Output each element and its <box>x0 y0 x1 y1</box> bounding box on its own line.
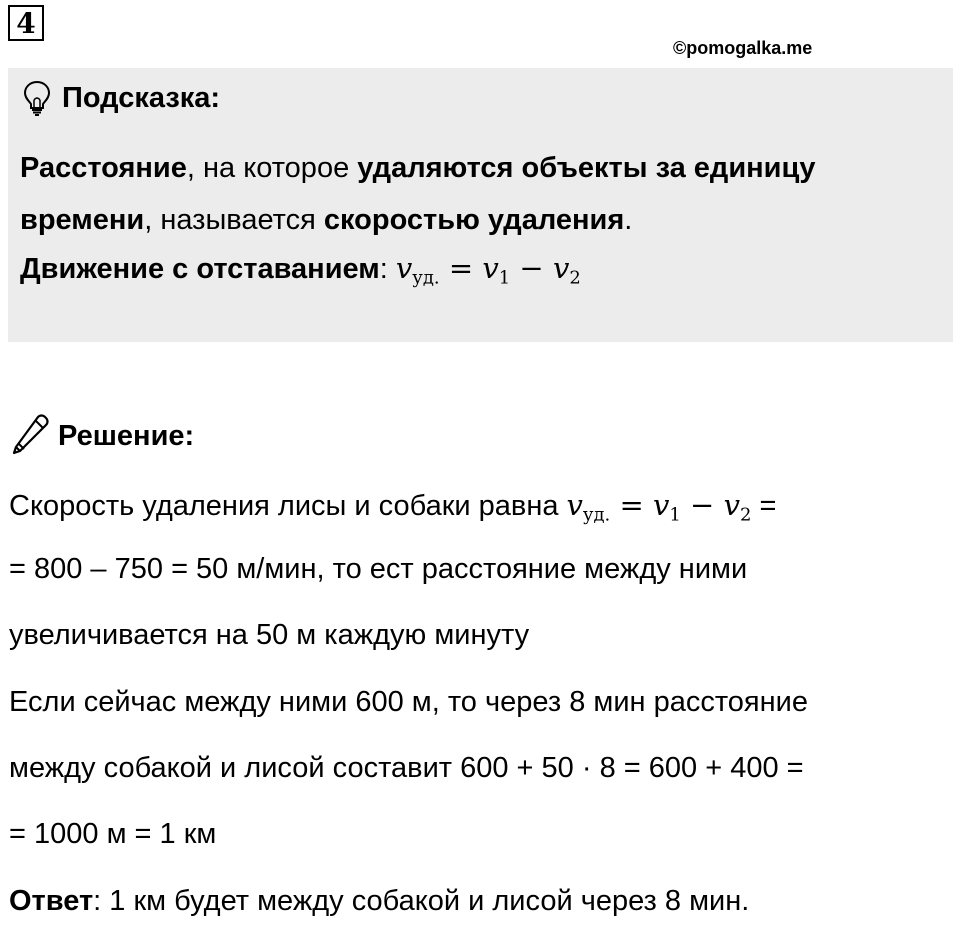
hint-text-fragment: : <box>379 253 396 285</box>
hint-term-per-unit: удаляются объекты за единицу <box>357 152 816 184</box>
hint-text-fragment: , называется <box>144 204 324 236</box>
hint-header <box>22 80 220 116</box>
hint-line-2 <box>20 194 940 246</box>
solution-line-3: увеличивается на 50 м каждую минуту <box>9 619 530 651</box>
hint-line-3 <box>20 242 940 295</box>
solution-title: Решение: <box>58 419 195 452</box>
hint-line-1 <box>20 142 940 194</box>
solution-line-6: = 1000 м = 1 км <box>9 818 217 850</box>
pencil-icon <box>8 413 50 460</box>
solution-line-4: Если сейчас между ними 600 м, то через 8 мин расстояние <box>9 686 808 718</box>
answer-line <box>9 885 749 918</box>
hint-term-lag: Движение с отставанием <box>20 253 380 285</box>
solution-line-5: между собакой и лисой составит 600 + 50 · 8 = 600 + 400 = <box>9 752 804 784</box>
hint-term-time: времени <box>20 204 145 236</box>
solution-line-1: Скорость удаления лисы и собаки равна $v_{уд.} = v_1 - v_2$ = <box>9 488 777 526</box>
task-number: 4 <box>8 5 44 41</box>
answer-label: Ответ <box>9 885 94 917</box>
lightbulb-icon <box>22 80 52 116</box>
hint-text-fragment: , на которое <box>186 152 358 184</box>
hint-title: Подсказка: <box>62 81 221 114</box>
hint-term-distance: Расстояние <box>20 152 187 184</box>
solution-formula: $v_{уд.} = v_1 - v_2$ <box>566 488 752 526</box>
hint-formula: $v_{уд.} = v_1 - v_2$ <box>395 251 581 289</box>
solution-line-2: = 800 – 750 = 50 м/мин, то ест расстояние между ними <box>9 553 748 585</box>
hint-box <box>8 68 953 342</box>
hint-term-speed: скоростью удаления <box>323 204 625 236</box>
hint-text-fragment: . <box>624 204 633 236</box>
hint-text <box>20 142 940 295</box>
watermark: ©pomogalka.me <box>673 38 813 58</box>
answer-text: : 1 км будет между собакой и лисой через 8 мин. <box>93 885 750 917</box>
solution-header <box>8 414 194 458</box>
